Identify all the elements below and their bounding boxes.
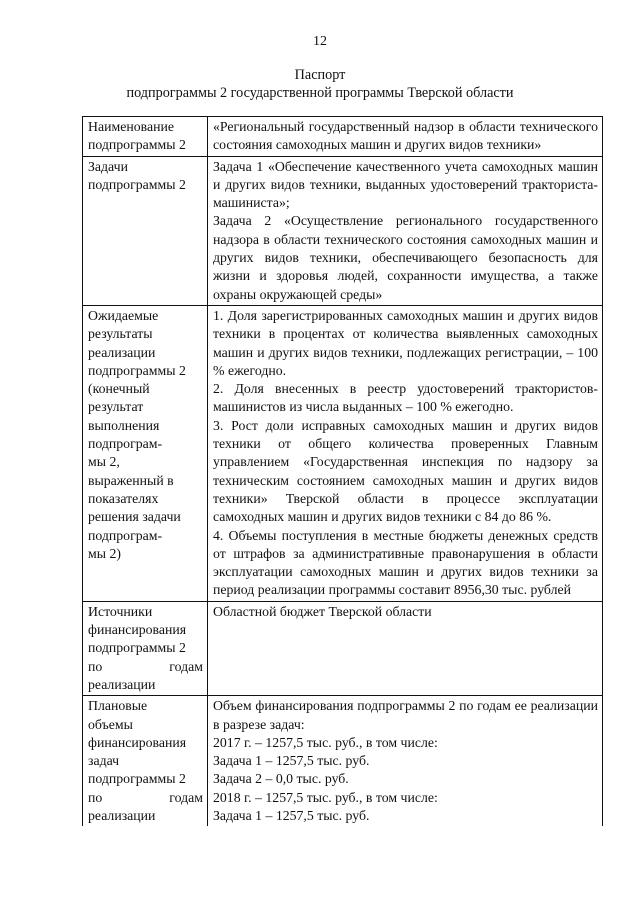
table-row-tasks <box>83 156 603 305</box>
row-label-line: (конечный <box>88 381 150 397</box>
value-paragraph: Задача 1 – 1257,5 тыс. руб. <box>213 753 370 769</box>
row-label-line: решения задачи <box>88 509 181 525</box>
row-label <box>83 305 208 601</box>
row-value <box>208 601 603 695</box>
value-paragraph: 3. Рост доли исправных самоходных машин и других видов техники от общего количества проверенных Главным управлением «Государственная инспекция по надзору за техническим состоянием самоходных машин и других видов техники» Тверской области в процессе эксплуатации самоходных машин и других видов техники с 84 до 86 %. <box>213 417 598 525</box>
row-label-line: по годам <box>88 658 203 674</box>
row-value <box>208 696 603 827</box>
value-paragraph: Задача 2 «Осуществление регионального государственного надзора в области технического состояния самоходных машин и других видов техники, обеспечивающего безопасность для жизни и здоровья людей, сохранности имущества, а также охраны окружающей среды» <box>213 213 598 302</box>
row-label-line: Ожидаемые <box>88 307 159 323</box>
row-label-line: подпрограммы 2 <box>88 640 186 656</box>
row-value <box>208 156 603 305</box>
value-paragraph: 2018 г. – 1257,5 тыс. руб., в том числе: <box>213 789 438 805</box>
value-paragraph: Задача 2 – 0,0 тыс. руб. <box>213 771 349 787</box>
row-label-line: результат <box>88 399 144 415</box>
value-paragraph: Задача 1 – 1257,5 тыс. руб. <box>213 807 370 823</box>
table-row-expected-results <box>83 305 603 601</box>
document-title: Паспорт <box>294 67 346 83</box>
row-label <box>83 696 208 827</box>
row-label-line: мы 2, <box>88 454 120 470</box>
value-paragraph: Областной бюджет Тверской области <box>213 603 432 619</box>
value-paragraph: 1. Доля зарегистрированных самоходных машин и других видов техники в процентах от количества выявленных самоходных машин и других видов техники, подлежащих регистрации, – 100 % ежегодно. <box>213 307 598 378</box>
row-label-line: Плановые <box>88 698 148 714</box>
row-label-line: подпрограммы 2 <box>88 362 186 378</box>
row-label-line: подпрограммы 2 <box>88 176 186 192</box>
value-paragraph: Объем финансирования подпрограммы 2 по годам ее реализации в разрезе задач: <box>213 698 598 732</box>
row-label-line: по годам <box>88 789 203 805</box>
row-label-line: подпрограм- <box>88 436 163 452</box>
row-label <box>83 156 208 305</box>
row-label-line: задач <box>88 753 120 769</box>
value-paragraph: 4. Объемы поступления в местные бюджеты денежных средств от штрафов за административные правонарушения в области эксплуатации самоходных машин и других видов техники за период реализации программы составит 8956,30 тыс. рублей <box>213 527 598 598</box>
value-paragraph: 2017 г. – 1257,5 тыс. руб., в том числе: <box>213 734 438 750</box>
row-label <box>83 601 208 695</box>
page-number: 12 <box>313 34 327 49</box>
row-label-line: результаты <box>88 326 153 342</box>
row-label <box>83 117 208 157</box>
document-header <box>0 66 640 102</box>
passport-table <box>82 116 603 826</box>
row-label-line: объемы <box>88 716 133 732</box>
row-label-line: выполнения <box>88 417 160 433</box>
row-label-line: мы 2) <box>88 545 121 561</box>
row-label-line: реализации <box>88 676 156 692</box>
row-label-line: Задачи <box>88 158 128 174</box>
row-label-line: выраженный в <box>88 472 174 488</box>
row-label-line: реализации <box>88 807 156 823</box>
row-value <box>208 305 603 601</box>
row-label-line: финансирования <box>88 734 187 750</box>
row-label-line: финансирования <box>88 622 187 638</box>
document-subtitle: подпрограммы 2 государственной программы Тверской области <box>126 85 514 101</box>
row-label-line: Источники <box>88 603 153 619</box>
value-paragraph: 2. Доля внесенных в реестр удостоверений трактористов-машинистов из числа выданных – 100 % ежегодно. <box>213 381 598 415</box>
row-label-line: реализации <box>88 344 156 360</box>
table-row-name <box>83 117 603 157</box>
row-label-line: подпрограммы 2 <box>88 137 186 153</box>
value-paragraph: Задача 1 «Обеспечение качественного учета самоходных машин и других видов техники, выданных удостоверений тракториста-машиниста»; <box>213 158 598 211</box>
row-label-line: Наименование <box>88 119 174 134</box>
value-paragraph: «Региональный государственный надзор в области технического состояния самоходных машин и других видов техники» <box>213 119 598 153</box>
row-label-line: подпрограм- <box>88 527 163 543</box>
row-label-line: показателях <box>88 490 159 506</box>
row-value <box>208 117 603 157</box>
table-row-funding-sources <box>83 601 603 695</box>
table-row-planned-funding <box>83 696 603 827</box>
row-label-line: подпрограммы 2 <box>88 771 186 787</box>
